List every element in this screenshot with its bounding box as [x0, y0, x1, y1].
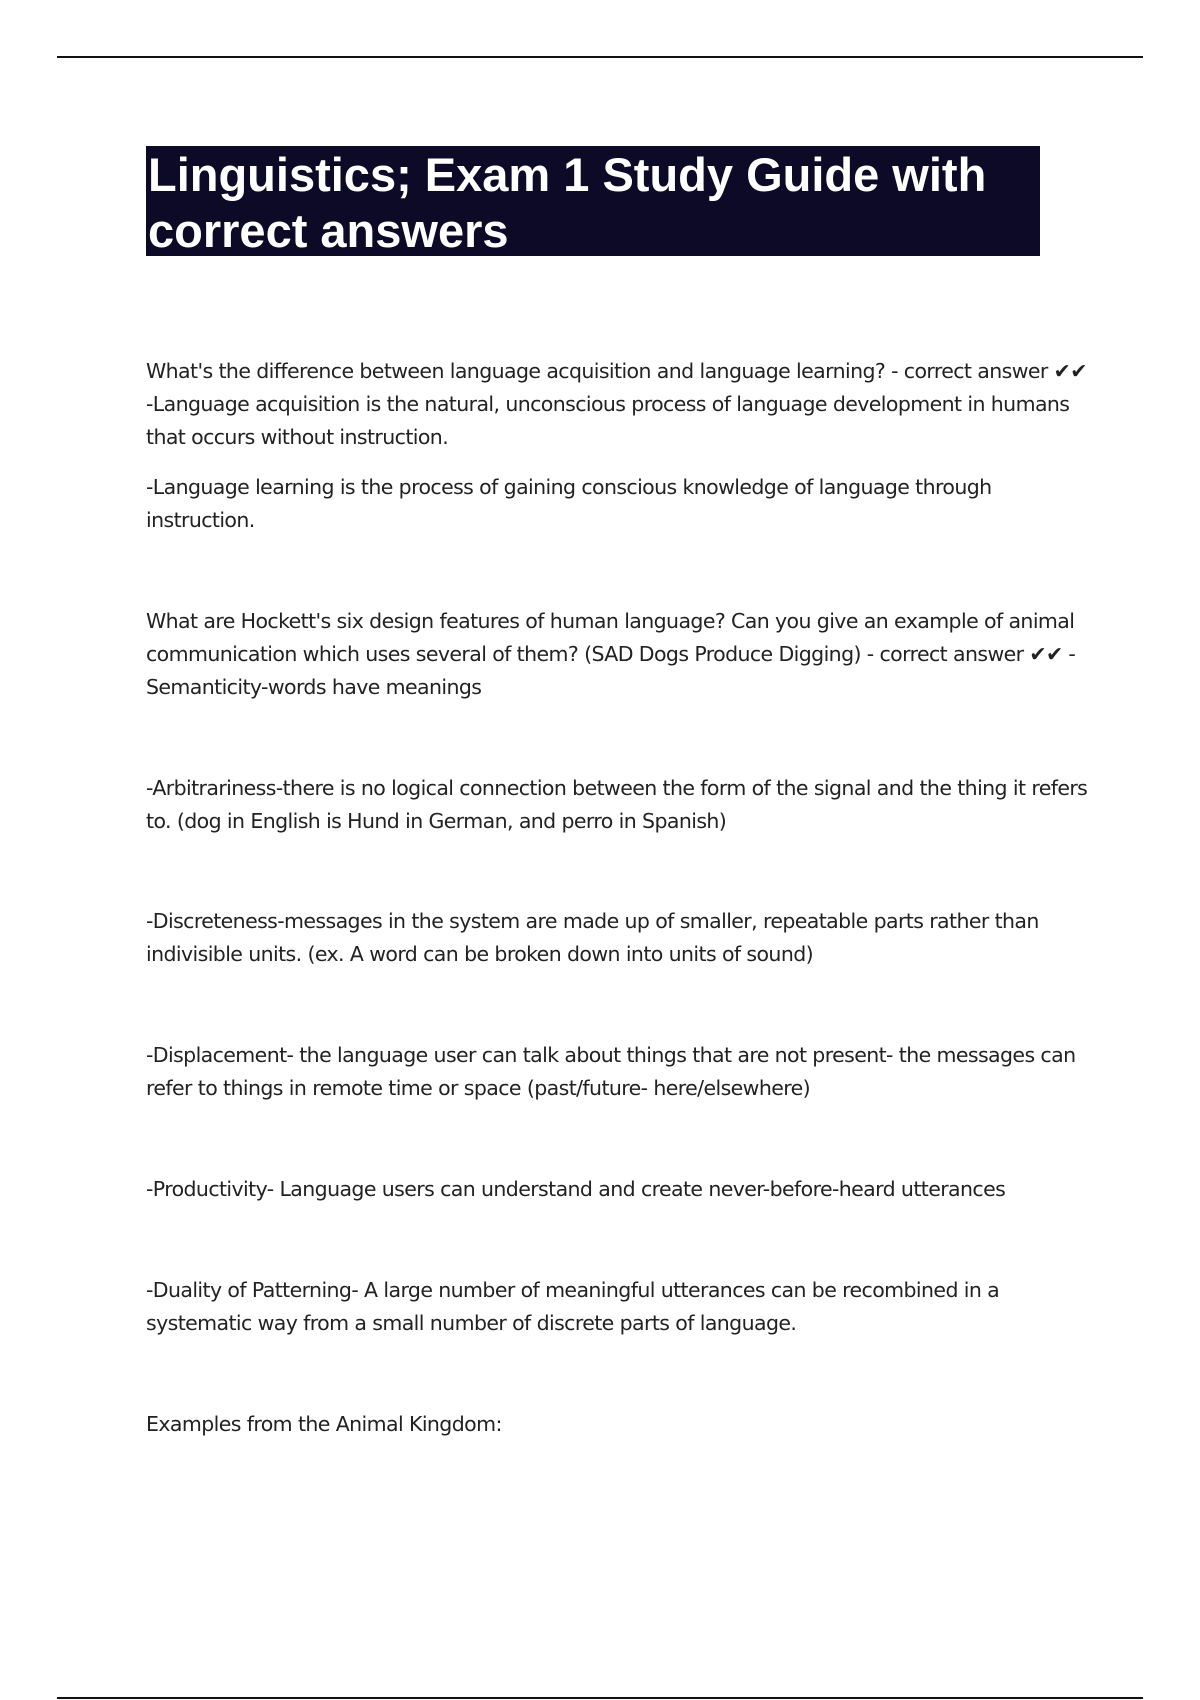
- paragraph-hockett-features: What are Hockett's six design features of human language? Can you give an example of animal communication which uses several of them? (SAD Dogs Produce Digging) - correct answer ✔✔ -Semanticity-words have meanings: [146, 609, 1076, 699]
- document-title: Linguistics; Exam 1 Study Guide with correct answers: [148, 148, 987, 257]
- paragraph-productivity: -Productivity- Language users can understand and create never-before-heard utterances: [146, 1177, 1006, 1201]
- paragraph-displacement: -Displacement- the language user can talk about things that are not present- the messages can refer to things in remote time or space (past/future- here/elsewhere): [146, 1043, 1076, 1100]
- top-rule: [57, 56, 1143, 58]
- bottom-rule: [57, 1697, 1143, 1699]
- paragraph-language-learning: -Language learning is the process of gaining conscious knowledge of language through instruction.: [146, 475, 992, 532]
- paragraph-discreteness: -Discreteness-messages in the system are made up of smaller, repeatable parts rather than indivisible units. (ex. A word can be broken down into units of sound): [146, 909, 1039, 966]
- paragraph-acquisition-vs-learning: What's the difference between language acquisition and language learning? - correct answer ✔✔ -Language acquisition is the natural, unconscious process of language development in humans that occurs without instruction.: [146, 359, 1087, 449]
- paragraph-arbitrariness: -Arbitrariness-there is no logical connection between the form of the signal and the thing it refers to. (dog in English is Hund in German, and perro in Spanish): [146, 776, 1088, 833]
- paragraph-duality-of-patterning: -Duality of Patterning- A large number of meaningful utterances can be recombined in a systematic way from a small number of discrete parts of language.: [146, 1278, 1000, 1335]
- paragraph-animal-kingdom-examples: Examples from the Animal Kingdom:: [146, 1412, 502, 1436]
- title-banner: [146, 146, 1040, 256]
- document-body: [146, 355, 1096, 1441]
